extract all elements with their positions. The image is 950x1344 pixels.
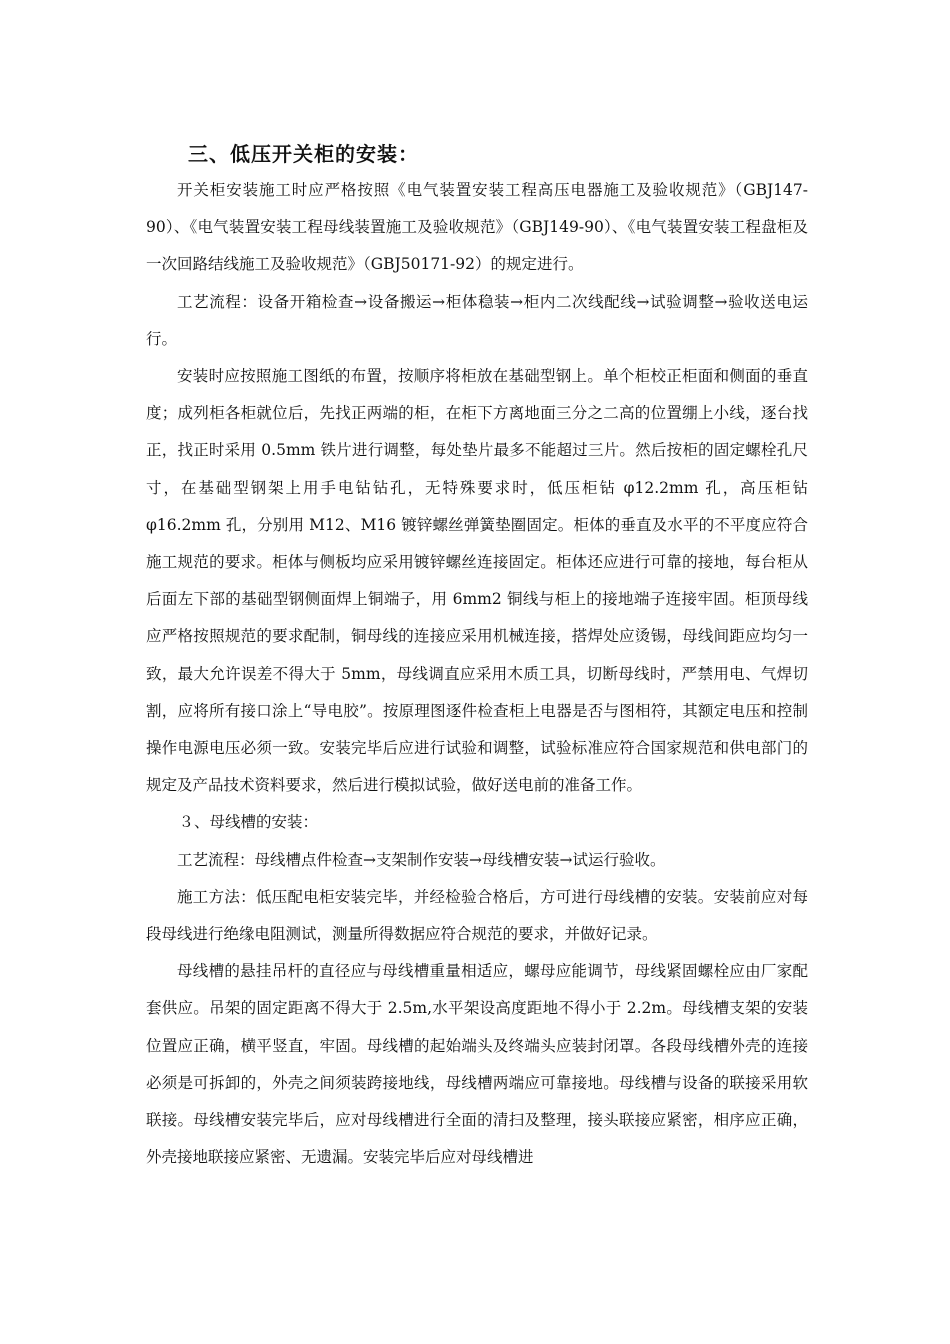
paragraph-busway-method: 施工方法：低压配电柜安装完毕，并经检验合格后，方可进行母线槽的安装。安装前应对每段母线进行绝缘电阻测试，测量所得数据应符合规范的要求，并做好记录。 xyxy=(146,887,808,944)
subsection-heading-busway: ３、母线槽的安装： xyxy=(178,813,319,832)
paragraph-process-flow: 工艺流程：设备开箱检查→设备搬运→柜体稳装→柜内二次线配线→试验调整→验收送电运行。 xyxy=(146,292,808,348)
section-heading: 三、低压开关柜的安装： xyxy=(188,142,419,166)
paragraph-installation-details: 安装时应按照施工图纸的布置，按顺序将柜放在基础型钢上。单个柜校正柜面和侧面的垂直度；成列柜各柜就位后，先找正两端的柜，在柜下方离地面三分之二高的位置绷上小线，逐台找正，找正时采用 0.5mm 铁片进行调整，每处垫片最多不能超过三片。然后按柜的固定螺栓孔尺寸，在基础型钢架上用手电钻钻孔，无特殊要求时，低压柜钻 φ12.2mm 孔，高压柜钻 φ16.2mm 孔，分别用 M12、M16 镀锌螺丝弹簧垫圈固定。柜体的垂直及水平的不平度应符合施工规范的要求。柜体与侧板均应采用镀锌螺丝连接固定。柜体还应进行可靠的接地，每台柜从后面左下部的基础型钢侧面焊上铜端子，用 6mm2 铜线与柜上的接地端子连接牢固。柜顶母线应严格按照规范的要求配制，铜母线的连接应采用机械连接，搭焊处应烫锡，母线间距应均匀一致，最大允许误差不得大于 5mm，母线调直应采用木质工具，切断母线时，严禁用电、气焊切割，应将所有接口涂上“导电胶”。按原理图逐件检查柜上电器是否与图相符，其额定电压和控制操作电源电压必须一致。安装完毕后应进行试验和调整，试验标准应符合国家规范和供电部门的规定及产品技术资料要求，然后进行模拟试验，做好送电前的准备工作。 xyxy=(146,367,808,795)
paragraph-standards: 开关柜安装施工时应严格按照《电气装置安装工程高压电器施工及验收规范》（GBJ147-90）、《电气装置安装工程母线装置施工及验收规范》（GBJ149-90）、《电气装置安装工程盘柜及一次回路结线施工及验收规范》（GBJ50171-92）的规定进行。 xyxy=(146,181,808,274)
paragraph-busway-process-flow: 工艺流程：母线槽点件检查→支架制作安装→母线槽安装→试运行验收。 xyxy=(177,850,666,869)
document-body xyxy=(146,172,808,1176)
paragraph-busway-details: 母线槽的悬挂吊杆的直径应与母线槽重量相适应，螺母应能调节，母线紧固螺栓应由厂家配套供应。吊架的固定距离不得大于 2.5m,水平架设高度距地不得小于 2.2m。母线槽支架的安装位置应正确，横平竖直，牢固。母线槽的起始端头及终端头应装封闭罩。各段母线槽外壳的连接必须是可拆卸的，外壳之间须装跨接地线，母线槽两端应可靠接地。母线槽与设备的联接采用软联接。母线槽安装完毕后，应对母线槽进行全面的清扫及整理，接头联接应紧密，相序应正确，外壳接地联接应紧密、无遗漏。安装完毕后应对母线槽进 xyxy=(146,962,808,1167)
